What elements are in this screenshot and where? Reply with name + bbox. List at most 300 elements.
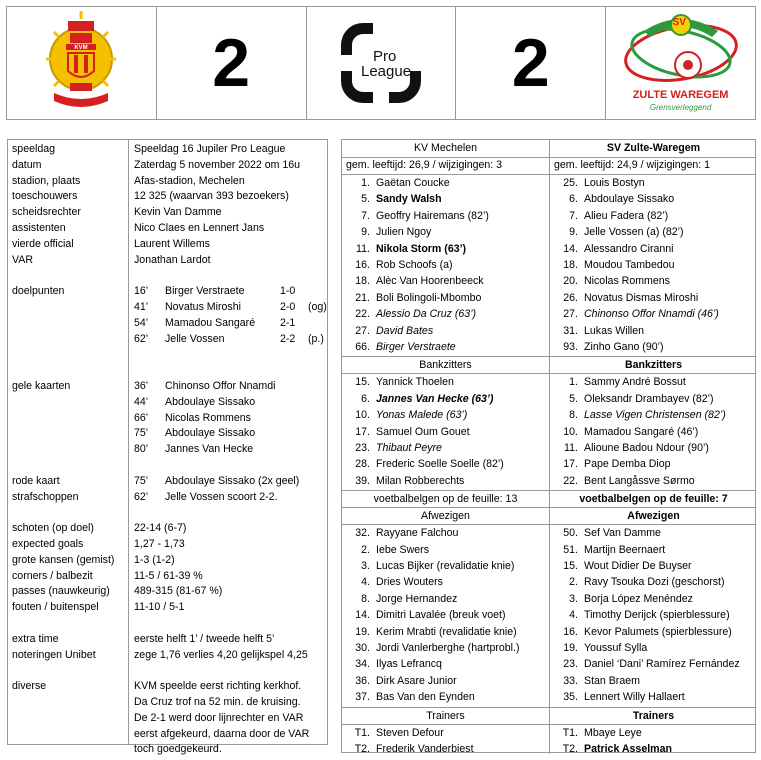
- away-absent-player-name: Sef Van Damme: [584, 527, 661, 540]
- home-absent-player-number: 3.: [361, 560, 370, 572]
- away-bench-player-name: Lasse Vigen Christensen (82’): [584, 409, 726, 422]
- stadion-label: stadion, plaats: [12, 174, 81, 187]
- home-absent-player-name: Dries Wouters: [376, 576, 443, 589]
- home-absent-player: [346, 689, 475, 705]
- pro-league-logo: [341, 23, 421, 103]
- away-starter-number: 27.: [563, 308, 578, 321]
- away-absent-player: [554, 640, 647, 656]
- away-starter-name: Moudou Tambedou: [584, 259, 675, 271]
- home-bench-player-name: Frederic Soelle Soelle (82’): [376, 458, 504, 471]
- home-bench-player-number: 10.: [355, 409, 370, 422]
- away-logo-slogan: Grensverleggend: [649, 103, 712, 112]
- away-absent-player-name: Ravy Tsouka Dozi (geschorst): [584, 576, 725, 589]
- home-bench-player: [346, 456, 504, 472]
- absent-header-home: Afwezigen: [421, 510, 470, 523]
- home-belgians: voetbalbelgen op de feuille: 13: [373, 493, 518, 506]
- home-bench-player-number: 17.: [355, 425, 370, 438]
- home-absent-player: [346, 656, 442, 672]
- home-trainer-number: T1.: [354, 726, 370, 739]
- away-age: gem. leeftijd: 24,9 / wijzigingen: 1: [554, 159, 711, 171]
- red-card-row: [8, 473, 327, 489]
- away-bench-player-name: Bent Langåssve Sørmo: [584, 474, 695, 487]
- away-absent-player-number: 35.: [563, 691, 578, 704]
- away-score-cell: [455, 7, 605, 119]
- away-trainer-number: T2.: [562, 743, 578, 755]
- diverse-label: diverse: [12, 680, 47, 693]
- away-starter-number: 20.: [563, 275, 578, 288]
- home-trainer: [346, 725, 444, 741]
- diverse-value: De 2-1 werd door lijnrechter en VAR: [134, 711, 304, 724]
- home-starter-name: Alessio Da Cruz (63’): [376, 308, 477, 321]
- var-row: [8, 252, 327, 268]
- home-starter-number: 5.: [361, 193, 370, 206]
- goal-minute: 16’: [134, 285, 149, 298]
- red-card-label: rode kaart: [12, 474, 60, 487]
- expected-goals-value: 1,27 - 1,73: [134, 538, 185, 550]
- away-absent-player-number: 50.: [563, 527, 578, 540]
- diverse-value: Da Cruz trof na 52 min. de kruising.: [134, 696, 301, 708]
- away-absent-player-number: 2.: [569, 576, 578, 589]
- home-trainer-name: Frederik Vanderbiest: [376, 743, 474, 755]
- corners-row: [8, 568, 327, 584]
- yellow-card-label: gele kaarten: [12, 380, 71, 392]
- extra-time-row: [8, 631, 327, 647]
- home-absent-player-name: Jordi Vanlerberghe (hartprobl.): [376, 642, 520, 654]
- away-absent-player: [554, 689, 685, 705]
- away-starter-number: 31.: [563, 324, 578, 337]
- away-trainer-number: T1.: [562, 726, 578, 739]
- scheidsrechter-value: Kevin Van Damme: [134, 206, 222, 219]
- home-absent-player-name: Bas Van den Eynden: [376, 691, 475, 704]
- away-starter: [554, 208, 668, 224]
- home-starter: [346, 290, 481, 306]
- away-starter-name: Novatus Dismas Miroshi: [584, 291, 699, 304]
- away-absent-player-number: 3.: [569, 592, 578, 605]
- goal-note: (og): [308, 301, 327, 313]
- home-starter-number: 1.: [361, 177, 370, 189]
- home-starter-name: Geoffry Hairemans (82’): [376, 209, 489, 222]
- away-bench-player-number: 22.: [563, 474, 578, 487]
- away-absent-player-name: Daniel ‘Dani’ Ramírez Fernández: [584, 658, 740, 671]
- goal-row: [8, 283, 327, 299]
- home-absent-player-number: 34.: [355, 658, 370, 671]
- away-starter-number: 93.: [563, 341, 578, 353]
- away-starter-number: 26.: [563, 291, 578, 304]
- fouls-value: 11-10 / 5-1: [134, 601, 185, 614]
- team-names-away: SV Zulte-Waregem: [606, 142, 701, 154]
- diverse-value: toch goedgekeurd.: [134, 743, 222, 756]
- home-bench-player-number: 28.: [355, 458, 370, 471]
- home-trainer-name: Steven Defour: [376, 726, 444, 739]
- var-value: Jonathan Lardot: [134, 253, 211, 266]
- home-starter-name: Rob Schoofs (a): [376, 259, 453, 271]
- away-absent-player-name: Wout Didier De Buyser: [584, 560, 692, 572]
- away-bench-player: [554, 374, 686, 390]
- away-bench-player-number: 17.: [563, 458, 578, 471]
- away-starter: [554, 175, 645, 191]
- goal-scorer: Birger Verstraete: [165, 285, 245, 298]
- scheidsrechter-label: scheidsrechter: [12, 206, 81, 219]
- assistenten-label: assistenten: [12, 222, 66, 234]
- home-trainer: [346, 741, 474, 757]
- home-starter-name: Julien Ngoy: [376, 226, 432, 239]
- home-starter-number: 7.: [361, 209, 370, 222]
- away-starter-name: Zinho Gano (90’): [584, 341, 664, 353]
- away-absent-player-name: Stan Braem: [584, 674, 640, 687]
- away-absent-player: [554, 656, 740, 672]
- kv-mechelen-crest-icon: [46, 11, 116, 115]
- away-bench-player-number: 1.: [569, 376, 578, 389]
- home-bench-player: [346, 424, 470, 440]
- yellow-card-player: Jannes Van Hecke: [165, 443, 254, 456]
- goal-score: 2-0: [280, 301, 296, 313]
- home-score-cell: [156, 7, 306, 119]
- home-bench-player: [346, 473, 464, 489]
- away-trainer: [554, 725, 642, 741]
- home-starter: [346, 224, 431, 240]
- away-logo-sv: SV: [672, 17, 686, 28]
- yellow-card-row: [8, 394, 327, 410]
- lineup-table: [341, 139, 756, 753]
- away-absent-player-name: Timothy Derijck (spierblessure): [584, 609, 730, 622]
- home-bench-player-name: Yonas Malede (63’): [376, 409, 468, 422]
- home-starter-name: Gaëtan Coucke: [376, 177, 450, 189]
- away-starter: [554, 191, 674, 207]
- home-absent-player: [346, 574, 443, 590]
- odds-unibet-row: [8, 647, 327, 663]
- yellow-card-player: Nicolas Rommens: [165, 411, 251, 424]
- svg-text:KVM: KVM: [74, 45, 89, 51]
- zulte-waregem-logo: [616, 11, 746, 115]
- trainers-header-home: Trainers: [426, 709, 465, 722]
- away-absent-player-name: Borja López Menéndez: [584, 592, 693, 605]
- home-trainer-number: T2.: [354, 743, 370, 755]
- away-starter-name: Jelle Vossen (a) (82’): [584, 226, 684, 239]
- away-bench-player-name: Pape Demba Diop: [584, 458, 671, 471]
- home-starter-name: David Bates: [376, 324, 434, 337]
- away-bench-player: [554, 473, 695, 489]
- expected-goals-row: [8, 536, 327, 552]
- away-trainer-name: Patrick Asselman: [584, 743, 672, 755]
- home-absent-player: [346, 673, 457, 689]
- away-bench-player-name: Alioune Badou Ndour (90’): [584, 442, 709, 454]
- home-starter: [346, 257, 453, 273]
- home-bench-player: [346, 391, 493, 407]
- big-chances-value: 1-3 (1-2): [134, 553, 175, 566]
- away-starter-name: Lukas Willen: [584, 324, 645, 337]
- away-logo-name: ZULTE WAREGEM: [632, 89, 729, 101]
- away-logo-cell: [605, 7, 755, 119]
- home-absent-player-number: 36.: [355, 674, 370, 687]
- away-bench-player-name: Mamadou Sangaré (46’): [584, 425, 699, 438]
- yellow-card-player: Abdoulaye Sissako: [165, 427, 256, 440]
- home-absent-player-number: 14.: [355, 609, 370, 622]
- away-bench-player: [554, 440, 709, 456]
- big-chances-row: [8, 552, 327, 568]
- goal-minute: 54’: [134, 316, 149, 329]
- away-bench-player-number: 8.: [569, 409, 578, 422]
- passes-value: 489-315 (81-67 %): [134, 585, 223, 598]
- diverse-row: [8, 678, 327, 694]
- away-starter-number: 18.: [563, 259, 578, 271]
- away-absent-player-name: Lennert Willy Hallaert: [584, 691, 685, 704]
- away-starter-name: Chinonso Offor Nnamdi (46’): [584, 308, 719, 321]
- away-starter-number: 25.: [563, 177, 578, 189]
- shots-value: 22-14 (6-7): [134, 522, 187, 535]
- away-bench-player: [554, 407, 726, 423]
- datum-label: datum: [12, 158, 42, 171]
- home-bench-player-number: 23.: [355, 442, 370, 454]
- home-absent-player-name: Kerim Mrabti (revalidatie knie): [376, 625, 517, 638]
- goal-score: 1-0: [280, 285, 296, 298]
- diverse-value: eerst afgekeurd, daarna door de VAR: [134, 727, 310, 740]
- home-bench-player-name: Jannes Van Hecke (63’): [376, 392, 494, 405]
- away-bench-player-name: Sammy André Bossut: [584, 376, 686, 389]
- speeldag-value: Speeldag 16 Jupiler Pro League: [134, 143, 286, 155]
- diverse-value: KVM speelde eerst richting kerkhof.: [134, 680, 302, 693]
- diverse-row: [8, 710, 327, 726]
- yellow-card-minute: 36’: [134, 380, 149, 392]
- home-bench-player-number: 6.: [361, 392, 370, 405]
- home-absent-player-name: Lucas Bijker (revalidatie knie): [376, 560, 515, 572]
- home-age: gem. leeftijd: 26,9 / wijzigingen: 3: [346, 159, 503, 171]
- home-bench-player: [346, 374, 454, 390]
- home-starter: [346, 241, 466, 257]
- home-bench-player-name: Thibaut Peyre: [376, 442, 442, 454]
- away-starter: [554, 257, 675, 273]
- away-absent-player: [554, 574, 725, 590]
- home-starter: [346, 339, 456, 355]
- away-absent-player-number: 19.: [563, 642, 578, 654]
- away-absent-player-number: 23.: [563, 658, 578, 671]
- home-bench-player-name: Samuel Oum Gouet: [376, 425, 470, 438]
- yellow-card-minute: 66’: [134, 411, 149, 424]
- extra-time-label: extra time: [12, 632, 59, 645]
- away-score: 2: [511, 25, 550, 101]
- speeldag-row: [8, 141, 327, 157]
- away-starter-name: Alessandro Ciranni: [584, 242, 674, 255]
- fouls-label: fouten / buitenspel: [12, 601, 99, 614]
- away-absent-player: [554, 591, 693, 607]
- home-starter-name: Sandy Walsh: [376, 193, 442, 206]
- home-starter: [346, 306, 476, 322]
- home-absent-player-name: Ilyas Lefrancq: [376, 658, 442, 671]
- away-starter-number: 14.: [563, 242, 578, 255]
- yellow-card-row: [8, 378, 327, 394]
- toeschouwers-row: [8, 188, 327, 204]
- away-absent-player-name: Youssuf Sylla: [584, 642, 648, 654]
- match-info-table: [7, 139, 328, 756]
- team-names-home: KV Mechelen: [413, 142, 477, 154]
- datum-value: Zaterdag 5 november 2022 om 16u: [134, 158, 301, 171]
- goal-note: (p.): [308, 332, 324, 345]
- stadion-value: Afas-stadion, Mechelen: [134, 174, 245, 187]
- home-absent-player-name: Dimitri Lavalée (breuk voet): [376, 609, 506, 622]
- home-starter-number: 9.: [361, 226, 370, 239]
- home-absent-player: [346, 607, 506, 623]
- assistenten-row: [8, 220, 327, 236]
- home-absent-player: [346, 542, 429, 558]
- away-absent-player-name: Martijn Beernaert: [584, 543, 666, 556]
- away-belgians: voetbalbelgen op de feuille: 7: [579, 493, 728, 506]
- home-starter-name: Nikola Storm (63’): [376, 242, 467, 255]
- away-starter: [554, 241, 674, 257]
- home-starter-number: 22.: [355, 308, 370, 321]
- home-absent-player-number: 2.: [361, 543, 370, 556]
- home-starter-number: 27.: [355, 324, 370, 337]
- goal-scorer: Mamadou Sangaré: [165, 316, 256, 329]
- home-starter-number: 16.: [355, 259, 370, 271]
- home-absent-player-name: Iebe Swers: [376, 543, 429, 556]
- away-bench-player: [554, 391, 714, 407]
- away-bench-player-number: 5.: [569, 392, 578, 405]
- home-bench-player-name: Milan Robberechts: [376, 474, 465, 487]
- home-bench-player: [346, 407, 467, 423]
- toeschouwers-label: toeschouwers: [12, 190, 78, 203]
- away-starter: [554, 339, 664, 355]
- speeldag-label: speeldag: [12, 143, 56, 155]
- shots-label: schoten (op doel): [12, 522, 94, 535]
- yellow-card-minute: 80’: [134, 443, 149, 456]
- away-starter: [554, 306, 719, 322]
- home-absent-player-number: 4.: [361, 576, 370, 589]
- home-logo-cell: [7, 7, 156, 119]
- away-absent-player-number: 16.: [563, 625, 578, 638]
- away-starter: [554, 323, 644, 339]
- bench-header-away: Bankzitters: [624, 359, 683, 372]
- away-absent-player: [554, 607, 730, 623]
- home-starter-name: Birger Verstraete: [376, 341, 456, 353]
- goal-score: 2-2: [280, 332, 296, 345]
- home-absent-player-number: 32.: [355, 527, 370, 540]
- home-bench-player: [346, 440, 442, 456]
- home-absent-player: [346, 525, 458, 541]
- passes-label: passes (nauwkeurig): [12, 585, 110, 598]
- away-absent-player-number: 51.: [563, 543, 578, 556]
- goal-row: [8, 315, 327, 331]
- home-starter: [346, 273, 484, 289]
- datum-row: [8, 157, 327, 173]
- goal-scorer: Jelle Vossen: [165, 332, 225, 345]
- away-bench-player: [554, 424, 698, 440]
- yellow-card-row: [8, 425, 327, 441]
- away-starter-number: 9.: [569, 226, 578, 239]
- away-starter-number: 7.: [569, 209, 578, 222]
- bench-header-home: Bankzitters: [419, 359, 472, 372]
- away-trainer-name: Mbaye Leye: [584, 726, 642, 739]
- penalty-minute: 62’: [134, 490, 149, 503]
- away-absent-player: [554, 624, 732, 640]
- yellow-card-minute: 75’: [134, 427, 149, 440]
- corners-label: corners / balbezit: [12, 569, 93, 582]
- yellow-card-row: [8, 410, 327, 426]
- away-starter-name: Louis Bostyn: [584, 177, 645, 189]
- away-starter: [554, 273, 670, 289]
- away-absent-player-number: 4.: [569, 609, 578, 622]
- home-absent-player-number: 8.: [361, 592, 370, 605]
- red-card-minute: 75’: [134, 474, 149, 487]
- away-trainer: [554, 741, 672, 757]
- home-absent-player-name: Rayyane Falchou: [376, 527, 459, 540]
- yellow-card-player: Chinonso Offor Nnamdi: [165, 380, 276, 392]
- red-card-player: Abdoulaye Sissako (2x geel): [165, 474, 300, 487]
- odds-unibet-label: noteringen Unibet: [12, 648, 96, 661]
- away-absent-player-number: 15.: [563, 560, 578, 572]
- home-absent-player-name: Dirk Asare Junior: [376, 674, 457, 687]
- yellow-card-row: [8, 441, 327, 457]
- expected-goals-label: expected goals: [12, 538, 84, 550]
- league-logo-line1: Pro: [372, 48, 397, 65]
- home-bench-player-number: 39.: [355, 474, 370, 487]
- away-absent-player: [554, 542, 665, 558]
- away-bench-player-name: Oleksandr Drambayev (82’): [584, 392, 714, 405]
- home-starter-name: Alèc Van Hoorenbeeck: [376, 275, 484, 288]
- away-absent-player-number: 33.: [563, 674, 578, 687]
- away-starter-number: 6.: [569, 193, 578, 206]
- scoreboard-header: [6, 6, 756, 120]
- diverse-row: [8, 741, 327, 757]
- home-starter: [346, 208, 489, 224]
- trainers-header-away: Trainers: [632, 709, 675, 722]
- stadion-row: [8, 173, 327, 189]
- vierde-official-label: vierde official: [12, 237, 74, 250]
- big-chances-label: grote kansen (gemist): [12, 553, 115, 566]
- goal-row: [8, 299, 327, 315]
- goal-scorer: Novatus Miroshi: [165, 301, 241, 313]
- goal-minute: 62’: [134, 332, 149, 345]
- penalty-text: Jelle Vossen scoort 2-2.: [165, 490, 278, 503]
- away-absent-player: [554, 558, 692, 574]
- goal-label: doelpunten: [12, 285, 65, 298]
- odds-unibet-value: zege 1,76 verlies 4,20 gelijkspel 4,25: [134, 648, 308, 661]
- var-label: VAR: [12, 253, 33, 266]
- vierde-official-value: Laurent Willems: [134, 237, 210, 250]
- home-absent-player: [346, 640, 519, 656]
- toeschouwers-value: 12 325 (waarvan 393 bezoekers): [134, 190, 289, 203]
- fouls-row: [8, 599, 327, 615]
- home-absent-player-number: 19.: [355, 625, 370, 638]
- goal-score: 2-1: [280, 316, 296, 329]
- corners-value: 11-5 / 61-39 %: [134, 569, 203, 582]
- home-starter: [346, 191, 442, 207]
- home-absent-player-name: Jorge Hernandez: [376, 592, 458, 605]
- home-bench-player-name: Yannick Thoelen: [376, 376, 454, 389]
- away-starter-name: Nicolas Rommens: [584, 275, 670, 288]
- penalty-label: strafschoppen: [12, 490, 79, 503]
- home-bench-player-number: 15.: [355, 376, 370, 389]
- league-logo-line2: League: [360, 63, 412, 80]
- home-absent-player: [346, 558, 514, 574]
- yellow-card-minute: 44’: [134, 395, 149, 408]
- away-bench-player-number: 10.: [563, 425, 578, 438]
- penalty-row: [8, 489, 327, 505]
- home-absent-player-number: 30.: [355, 642, 370, 654]
- away-absent-player: [554, 673, 640, 689]
- home-absent-player-number: 37.: [355, 691, 370, 704]
- extra-time-value: eerste helft 1’ / tweede helft 5’: [134, 632, 275, 645]
- away-starter: [554, 224, 684, 240]
- away-starter-name: Abdoulaye Sissako: [584, 193, 675, 206]
- away-starter: [554, 290, 698, 306]
- home-starter: [346, 175, 450, 191]
- diverse-row: [8, 726, 327, 742]
- away-bench-player-number: 11.: [564, 442, 578, 454]
- goal-row: [8, 331, 327, 347]
- home-starter-name: Boli Bolingoli-Mbombo: [376, 291, 482, 304]
- league-logo-cell: [306, 7, 456, 119]
- assistenten-value: Nico Claes en Lennert Jans: [134, 222, 265, 234]
- goal-minute: 41’: [134, 301, 149, 313]
